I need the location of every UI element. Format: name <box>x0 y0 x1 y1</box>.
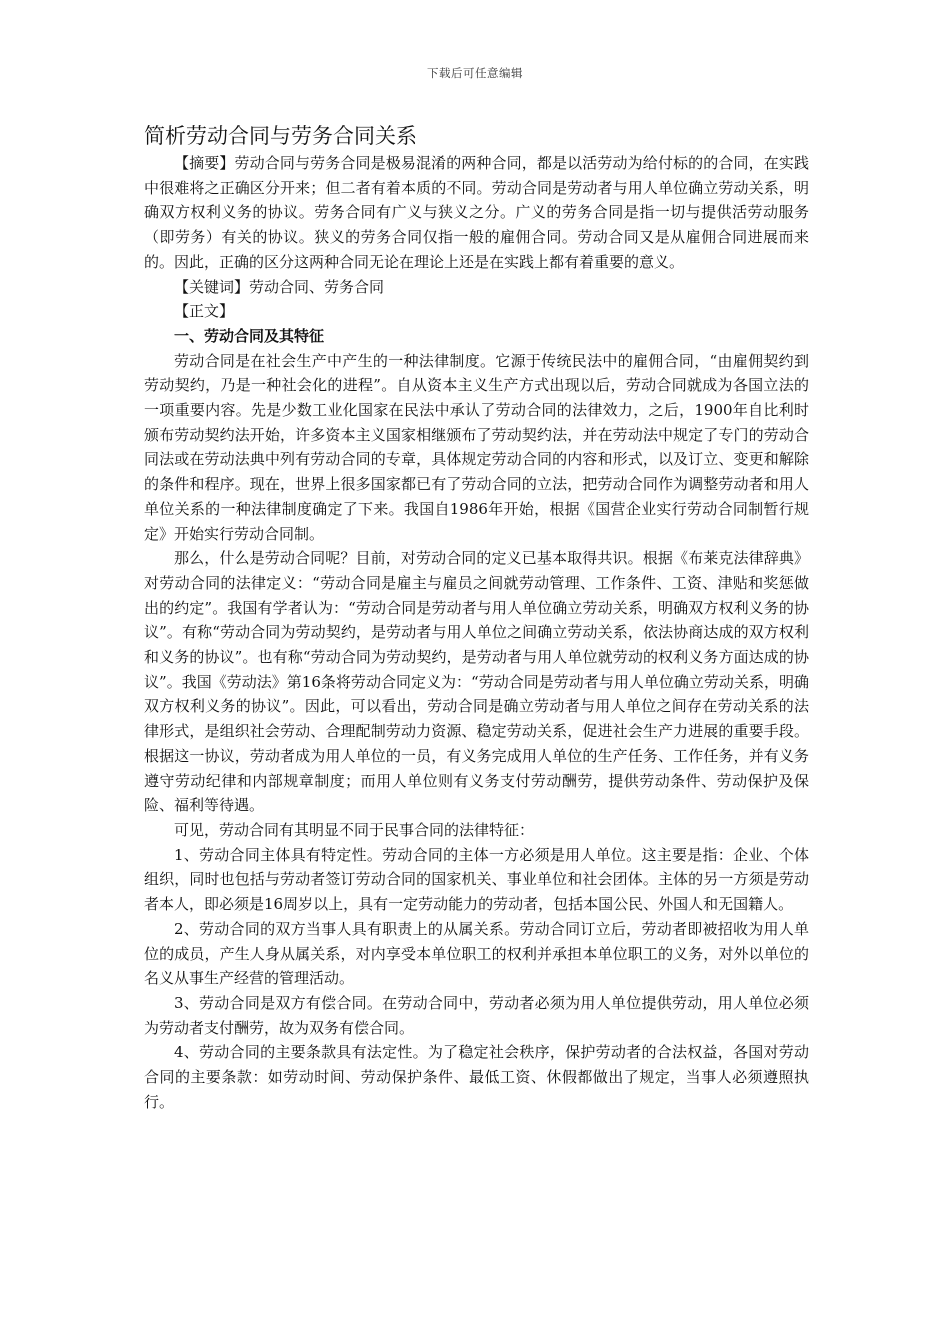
body-paragraph: 可见，劳动合同有其明显不同于民事合同的法律特征： <box>174 820 535 839</box>
keywords-line: 【关键词】劳动合同、劳务合同 <box>174 277 385 296</box>
list-item: 4、劳动合同的主要条款具有法定性。为了稳定社会秩序，保护劳动者的合法权益，各国对劳动合同的主要条款：如劳动时间、劳动保护条件、最低工资、休假都做出了规定，当事人必须遵照执行。 <box>144 1043 809 1111</box>
section-heading: 一、劳动合同及其特征 <box>174 326 325 345</box>
list-item: 2、劳动合同的双方当事人具有职责上的从属关系。劳动合同订立后，劳动者即被招收为用人单位的成员，产生人身从属关系，对内享受本单位职工的权利并承担本单位职工的义务，对外以单位的名义从事生产经营的管理活动。 <box>144 919 809 988</box>
body-paragraph: 劳动合同是在社会生产中产生的一种法律制度。它源于传统民法中的雇佣合同，“由雇佣契约到劳动契约，乃是一种社会化的进程”。自从资本主义生产方式出现以后，劳动合同就成为各国立法的一项重要内容。先是少数工业化国家在民法中承认了劳动合同的法律效力，之后，1900年自比利时颁布劳动契约法开始，许多资本主义国家相继颁布了劳动契约法，并在劳动法中规定了专门的劳动合同法或在劳动法典中列有劳动合同的专章，具体规定劳动合同的内容和形式，以及订立、变更和解除的条件和程序。现在，世界上很多国家都已有了劳动合同的立法，把劳动合同作为调整劳动者和用人单位关系的一种法律制度确定了下来。我国自1986年开始，根据《国营企业实行劳动合同制暂行规定》开始实行劳动合同制。 <box>144 351 809 543</box>
list-item: 3、劳动合同是双方有偿合同。在劳动合同中，劳动者必须为用人单位提供劳动，用人单位必须为劳动者支付酬劳，故为双务有偿合同。 <box>144 993 809 1037</box>
document-title: 简析劳动合同与劳务合同关系 <box>144 124 417 148</box>
list-item: 1、劳动合同主体具有特定性。劳动合同的主体一方必须是用人单位。这主要是指：企业、个体组织，同时也包括与劳动者签订劳动合同的国家机关、事业单位和社会团体。主体的另一方须是劳动者本人，即必须是16周岁以上，具有一定劳动能力的劳动者，包括本国公民、外国人和无国籍人。 <box>144 845 809 914</box>
body-paragraph: 那么，什么是劳动合同呢？目前，对劳动合同的定义已基本取得共识。根据《布莱克法律辞典》对劳动合同的法律定义：“劳动合同是雇主与雇员之间就劳动管理、工作条件、工资、津贴和奖惩做出的约定”。我国有学者认为：“劳动合同是劳动者与用人单位确立劳动关系，明确双方权利义务的协议”。有称“劳动合同为劳动契约，是劳动者与用人单位之间确立劳动关系，依法协商达成的双方权利和义务的协议”。也有称“劳动合同为劳动契约，是劳动者与用人单位就劳动的权利义务方面达成的协议”。我国《劳动法》第16条将劳动合同定义为：“劳动合同是劳动者与用人单位确立劳动关系，明确双方权利义务的协议”。因此，可以看出，劳动合同是确立劳动者与用人单位之间存在劳动关系的法律形式，是组织社会劳动、合理配制劳动力资源、稳定劳动关系，促进社会生产力进展的重要手段。根据这一协议，劳动者成为用人单位的一员，有义务完成用人单位的生产任务、工作任务，并有义务遵守劳动纪律和内部规章制度；而用人单位则有义务支付劳动酬劳，提供劳动条件、劳动保护及保险、福利等待遇。 <box>144 549 809 815</box>
document-body <box>144 121 809 1114</box>
abstract-paragraph: 【摘要】劳动合同与劳务合同是极易混淆的两种合同，都是以活劳动为给付标的的合同，在实践中很难将之正确区分开来；但二者有着本质的不同。劳动合同是劳动者与用人单位确立劳动关系，明确双方权利义务的协议。劳务合同有广义与狭义之分。广义的劳务合同是指一切与提供活劳动服务（即劳务）有关的协议。狭义的劳务合同仅指一般的雇佣合同。劳动合同又是从雇佣合同进展而来的。因此，正确的区分这两种合同无论在理论上还是在实践上都有着重要的意义。 <box>144 154 809 271</box>
header-note: 下载后可任意编辑 <box>427 66 523 80</box>
main-text-label: 【正文】 <box>174 302 235 321</box>
